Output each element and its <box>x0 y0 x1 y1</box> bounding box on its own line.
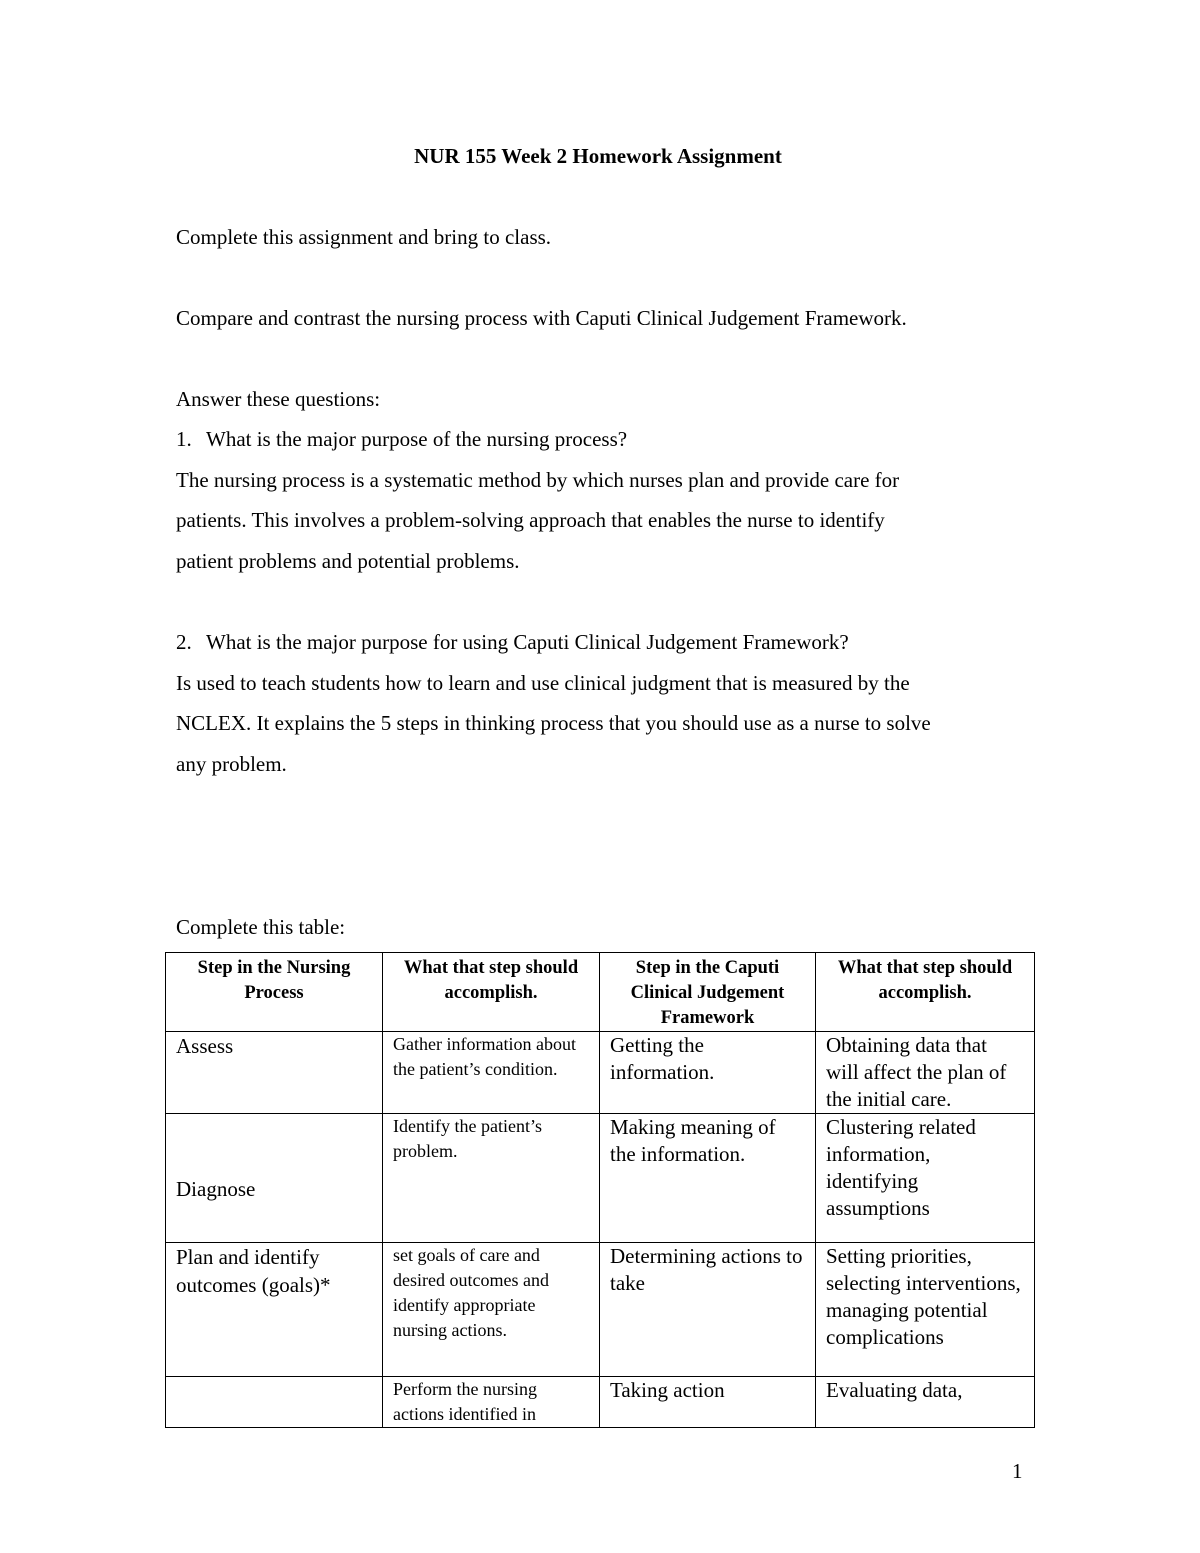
table-row <box>166 1377 1035 1428</box>
table-header-row <box>166 953 1035 1032</box>
compare-prompt: Compare and contrast the nursing process with Caputi Clinical Judgement Framework. <box>176 306 907 330</box>
cell-caputi-step: Taking action <box>600 1377 816 1428</box>
question-1-number: 1. <box>176 427 192 451</box>
header-nursing-step: Step in the Nursing Process <box>166 953 383 1032</box>
answer-1-line-3: patient problems and potential problems. <box>176 549 520 573</box>
cell-step: Diagnose <box>166 1114 383 1243</box>
answer-2-line-1: Is used to teach students how to learn and use clinical judgment that is measured by the <box>176 671 910 695</box>
cell-accomplish: set goals of care and desired outcomes and identify appropriate nursing actions. <box>383 1243 600 1377</box>
table-intro: Complete this table: <box>176 915 346 939</box>
cell-step <box>166 1377 383 1428</box>
cell-caputi-accomplish: Setting priorities, selecting interventions, managing potential complications <box>816 1243 1035 1377</box>
cell-caputi-accomplish: Evaluating data, <box>816 1377 1035 1428</box>
question-1 <box>176 419 1036 460</box>
comparison-table <box>165 952 1035 1428</box>
cell-accomplish: Identify the patient’s problem. <box>383 1114 600 1243</box>
header-nursing-accomplish: What that step should accomplish. <box>383 953 600 1032</box>
cell-caputi-step: Getting the information. <box>600 1032 816 1114</box>
answer-2-line-3: any problem. <box>176 752 287 776</box>
answer-1-line-2: patients. This involves a problem-solving approach that enables the nurse to identify <box>176 508 885 532</box>
answer-1-line-1: The nursing process is a systematic method by which nurses plan and provide care for <box>176 468 900 492</box>
cell-step: Assess <box>166 1032 383 1114</box>
question-2-number: 2. <box>176 630 192 654</box>
instruction-text: Complete this assignment and bring to class. <box>176 225 552 249</box>
cell-accomplish: Perform the nursing actions identified in <box>383 1377 600 1428</box>
cell-caputi-accomplish: Obtaining data that will affect the plan of the initial care. <box>816 1032 1035 1114</box>
question-2 <box>176 622 1036 663</box>
page-number: 1 <box>1012 1459 1023 1483</box>
cell-caputi-accomplish: Clustering related information, identifying assumptions <box>816 1114 1035 1243</box>
answer-2-line-2: NCLEX. It explains the 5 steps in thinking process that you should use as a nurse to solve <box>176 711 931 735</box>
cell-step: Plan and identify outcomes (goals)* <box>166 1243 383 1377</box>
question-1-text: What is the major purpose of the nursing process? <box>206 427 628 451</box>
table-row <box>166 1114 1035 1243</box>
cell-caputi-step: Determining actions to take <box>600 1243 816 1377</box>
cell-accomplish: Gather information about the patient’s condition. <box>383 1032 600 1114</box>
cell-caputi-step: Making meaning of the information. <box>600 1114 816 1243</box>
questions-intro: Answer these questions: <box>176 387 381 411</box>
header-caputi-accomplish: What that step should accomplish. <box>816 953 1035 1032</box>
page-title: NUR 155 Week 2 Homework Assignment <box>414 144 782 168</box>
table-row <box>166 1243 1035 1377</box>
table-row <box>166 1032 1035 1114</box>
header-caputi-step: Step in the Caputi Clinical Judgement Framework <box>600 953 816 1032</box>
question-2-text: What is the major purpose for using Caputi Clinical Judgement Framework? <box>206 630 849 654</box>
